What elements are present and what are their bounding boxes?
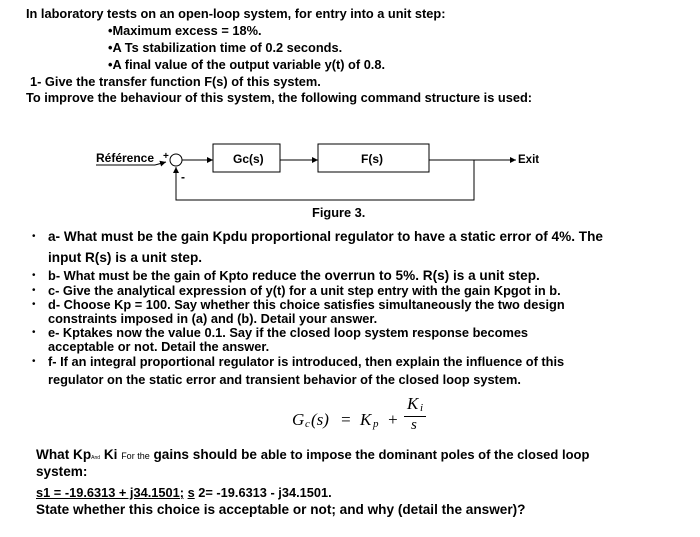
question-b-part1: b- What must be the gain of Kpto (48, 268, 249, 283)
poles-s2: 2= -19.6313 - j34.1501. (198, 485, 332, 500)
question-e-line1: e- Kptakes now the value 0.1. Say if the closed loop system response becomes (48, 325, 529, 340)
eq-lhs-sub: c (305, 418, 310, 430)
bullet: • (32, 231, 36, 242)
question-c: c- Give the analytical expression of y(t) for a unit step entry with the gain Kpgot in b. (48, 283, 561, 298)
eq-plus: + (387, 410, 399, 429)
eq-s: s (411, 417, 417, 433)
question-d-line1: d- Choose Kp = 100. Say whether this choice satisfies simultaneously the two design (48, 297, 565, 312)
poles-line (36, 485, 332, 500)
spec-max-excess: •Maximum excess = 18%. (108, 23, 262, 38)
eq-ki: K (407, 394, 419, 413)
bullet: • (32, 356, 36, 367)
final-able: able to impose the dominant poles of the closed loop (260, 447, 590, 462)
bullet: • (32, 285, 36, 296)
reference-label: Référence (96, 151, 155, 165)
question-1: 1- Give the transfer function F(s) of this system. (30, 74, 321, 89)
plus-sign: + (163, 151, 169, 162)
question-d-line2: constraints imposed in (a) and (b). Detail your answer. (48, 311, 378, 326)
final-question-line1 (36, 447, 589, 466)
controller-label: Gc(s) (233, 152, 264, 166)
eq-kp: K (360, 410, 372, 429)
plant-label: F(s) (361, 152, 383, 166)
minus-sign: - (181, 170, 185, 184)
output-label: Exit (518, 154, 540, 166)
question-f-line1: f- If an integral proportional regulator is introduced, then explain the influence of this (48, 354, 565, 369)
final-ki: Ki (103, 447, 118, 462)
final-question-last: State whether this choice is acceptable or not; and why (detail the answer)? (36, 502, 526, 517)
question-a-part2: proportional regulator to have a static error of 4%. The (250, 229, 603, 244)
final-for-the: For the (121, 451, 150, 461)
question-e-line2: acceptable or not. Detail the answer. (48, 339, 270, 354)
summing-junction (170, 154, 182, 166)
poles-s: s (187, 485, 195, 500)
final-question-line2: system: (36, 464, 88, 479)
question-a-line2: input R(s) is a unit step. (48, 250, 203, 265)
question-a-part1: a- What must be the gain Kpdu (48, 229, 248, 244)
intro-line: In laboratory tests on an open-loop system, for entry into a unit step: (26, 6, 446, 21)
eq-lhs: G (292, 410, 305, 429)
final-gains: gains should be (153, 447, 257, 462)
eq-ki-sub: i (420, 402, 424, 414)
eq-lhs-arg: (s) (311, 410, 329, 429)
improve-line: To improve the behaviour of this system, the following command structure is used: (26, 90, 533, 105)
question-a-line1 (48, 229, 603, 244)
spec-stabilization-time: •A Ts stabilization time of 0.2 seconds. (108, 40, 343, 55)
eq-equals: = (340, 410, 352, 429)
bullet: • (32, 327, 36, 338)
figure-caption: Figure 3. (312, 205, 366, 220)
poles-s1: s1 = -19.6313 + j34.1501; (36, 485, 184, 500)
bullet: • (32, 299, 36, 310)
question-f-line2: regulator on the static error and transient behavior of the closed loop system. (48, 372, 521, 387)
bullet: • (32, 270, 36, 281)
final-and: And (91, 455, 101, 461)
final-what-kp: What Kp (36, 447, 92, 462)
question-b (48, 268, 540, 283)
input-arrow (155, 162, 166, 165)
controller-equation (0, 392, 700, 444)
question-b-part2: reduce the overrun to 5%. R(s) is a unit step. (252, 268, 540, 283)
block-diagram (0, 110, 700, 240)
spec-final-value: •A final value of the output variable y(t) of 0.8. (108, 57, 386, 72)
eq-kp-sub: p (373, 418, 379, 430)
